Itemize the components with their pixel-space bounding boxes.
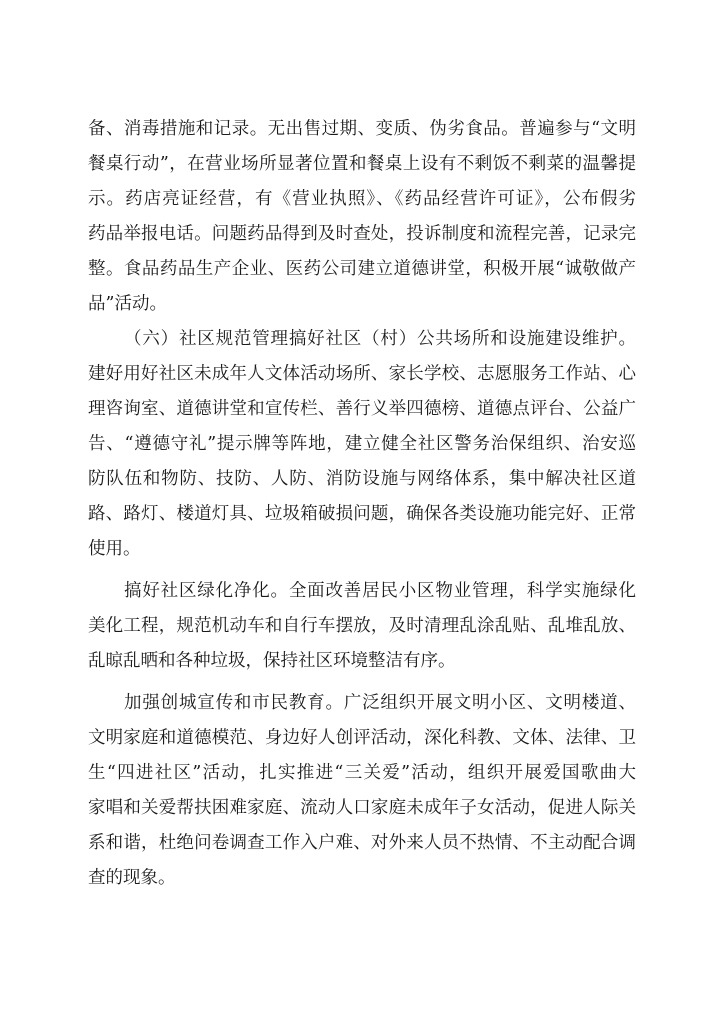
text-line: 查的现象。 (88, 868, 176, 888)
text-line: 加强创城宣传和市民教育。广泛组织开展文明小区、文明楼道、 (124, 693, 636, 713)
text-line: 防队伍和物防、技防、人防、消防设施与网络体系，集中解决社区道 (88, 469, 636, 489)
paragraph (88, 322, 636, 567)
document-body (88, 112, 636, 896)
text-line: 理咨询室、道德讲堂和宣传栏、善行义举四德榜、道德点评台、公益广 (88, 399, 636, 419)
paragraph-gap (88, 567, 636, 574)
paragraph (88, 112, 636, 322)
text-line: 建好用好社区未成年人文体活动场所、家长学校、志愿服务工作站、心 (88, 364, 636, 384)
text-line: 示。药店亮证经营，有《营业执照》、《药品经营许可证》，公布假劣 (88, 189, 636, 209)
paragraph (88, 686, 636, 896)
text-line: 路、路灯、楼道灯具、垃圾箱破损问题，确保各类设施功能完好、正常 (88, 504, 636, 524)
text-line: 整。食品药品生产企业、医药公司建立道德讲堂，积极开展“诚敬做产 (88, 259, 636, 279)
paragraph-gap (88, 679, 636, 686)
paragraph (88, 574, 636, 679)
text-line: 系和谐，杜绝问卷调查工作入户难、对外来人员不热情、不主动配合调 (88, 833, 636, 853)
text-line: 药品举报电话。问题药品得到及时查处，投诉制度和流程完善，记录完 (88, 224, 636, 244)
text-line: 餐桌行动”，在营业场所显著位置和餐桌上设有不剩饭不剩菜的温馨提 (88, 154, 636, 174)
text-line: 乱晾乱晒和各种垃圾，保持社区环境整洁有序。 (88, 651, 456, 671)
section-heading: （六）社区规范管理搞好社区（村）公共场所和设施建设维护。 (124, 329, 636, 349)
text-line: 文明家庭和道德模范、身边好人创评活动，深化科教、文体、法律、卫 (88, 728, 636, 748)
text-line: 使用。 (88, 539, 141, 559)
text-line: 备、消毒措施和记录。无出售过期、变质、伪劣食品。普遍参与“文明 (88, 119, 636, 139)
text-line: 美化工程，规范机动车和自行车摆放，及时清理乱涂乱贴、乱堆乱放、 (88, 616, 636, 636)
text-line: 搞好社区绿化净化。全面改善居民小区物业管理，科学实施绿化 (124, 581, 636, 601)
text-line: 生“四进社区”活动，扎实推进“三关爱”活动，组织开展爱国歌曲大 (88, 763, 636, 783)
text-line: 家唱和关爱帮扶困难家庭、流动人口家庭未成年子女活动，促进人际关 (88, 798, 636, 818)
text-line: 告、“遵德守礼”提示牌等阵地，建立健全社区警务治保组织、治安巡 (88, 434, 636, 454)
text-line: 品”活动。 (88, 294, 167, 314)
